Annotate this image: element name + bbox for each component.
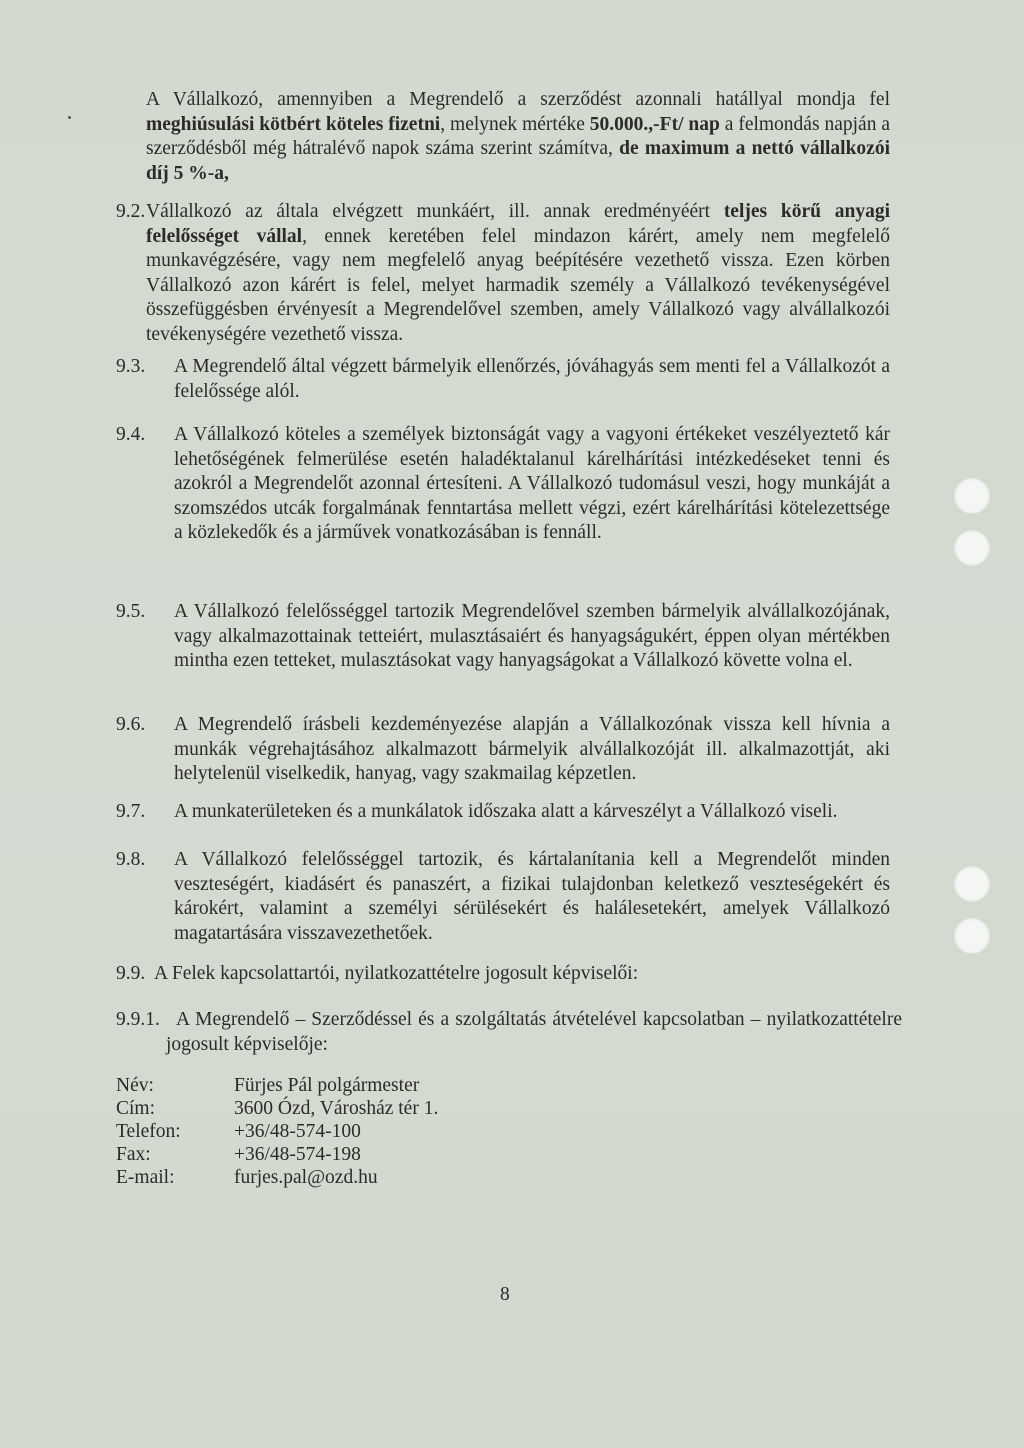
section-number-9-9-1: 9.9.1. [116,1009,160,1030]
section-9-8: A Vállalkozó felelősséggel tartozik, és kártalanítania kell a Megrendelőt minden veszteségért, kiadásért és panaszért, a fizikai tulajdonban keletkező veszteségekért és károkért, valamint a személyi sérülésekért és halálesetekért, amelyek Vállalkozó magatartására visszavezethetőek. [174,849,890,944]
name-value: Fürjes Pál polgármester [234,1075,420,1096]
address-label: Cím: [116,1098,156,1119]
section-number-9-5: 9.5. [116,601,146,622]
section-9-9-1: A Megrendelő – Szerződéssel és a szolgáltatás átvételével kapcsolatban – nyilatkozattételre jogosult képviselője: [166,1009,902,1055]
contact-name-row [116,1074,438,1097]
email-value: furjes.pal@ozd.hu [234,1167,378,1188]
section-number-9-4: 9.4. [116,424,146,445]
section-9-5: A Vállalkozó felelősséggel tartozik Megrendelővel szemben bármelyik alvállalkozójának, vagy alkalmazottainak tetteiért, mulasztásaiért és hanyagságukért, éppen olyan mértékben mintha ezen tetteket, mulasztásokat vagy hanyagságokat a Vállalkozó követte volna el. [174,601,890,671]
page-number: 8 [500,1284,510,1305]
intro-paragraph [146,88,890,186]
section-number-9-7: 9.7. [116,801,146,822]
contact-fax-row [116,1143,438,1166]
margin-mark [68,116,71,119]
section-number-9-3: 9.3. [116,356,146,377]
punch-hole-2 [954,530,990,566]
intro-bold-1: meghiúsulási kötbért köteles fizetni [146,113,441,135]
intro-text-1: A Vállalkozó, amennyiben a Megrendelő a szerződést azonnali hatállyal mondja fel [146,89,890,110]
contact-phone-row [116,1120,438,1143]
intro-bold-2: 50.000.,-Ft/ nap [589,113,720,135]
s92-text-2: , ennek keretében felel mindazon kárért, amely nem megfelelő munkavégzésére, vagy nem megfelelő anyag beépítésére vezethető vissza. Ezen körben Vállalkozó azon kárért is felel, melyet harmadik személy a Vállalkozó tevékenységével összefüggésben érvényesít a Megrendelővel szemben, amely Vállalkozó vagy alvállalkozói tevékenységére vezethető vissza. [146,225,891,345]
email-label: E-mail: [116,1167,175,1188]
s92-bold: teljes körű anyagi felelősséget vállal [146,201,890,247]
name-label: Név: [116,1075,154,1096]
section-number-9-9: 9.9. [116,963,146,984]
section-number-9-8: 9.8. [116,849,146,870]
s92-text-1: Vállalkozó az általa elvégzett munkáért, ill. annak eredményéért [146,201,724,222]
punch-hole-1 [954,478,990,514]
punch-hole-4 [954,918,990,954]
contact-block [116,1074,438,1189]
section-9-3: A Megrendelő által végzett bármelyik ellenőrzés, jóváhagyás sem menti fel a Vállalkozót a felelőssége alól. [174,356,890,402]
punch-hole-3 [954,866,990,902]
phone-value: +36/48-574-100 [234,1121,361,1142]
address-value: 3600 Ózd, Városház tér 1. [234,1098,439,1119]
contact-address-row [116,1097,438,1120]
intro-bold-3: de maximum a nettó vállalkozói díj 5 %-a, [146,138,890,184]
section-9-2 [146,200,890,347]
intro-text-2: , melynek mértéke [440,113,590,135]
intro-text-3: a felmondás napján a szerződésből még hátralévő napok száma szerint számítva, [146,113,891,159]
section-number-9-2: 9.2. [116,201,146,222]
section-number-9-6: 9.6. [116,714,146,735]
fax-label: Fax: [116,1144,151,1165]
section-9-7: A munkaterületeken és a munkálatok időszaka alatt a kárveszélyt a Vállalkozó viseli. [174,801,838,822]
section-9-4: A Vállalkozó köteles a személyek biztonságát vagy a vagyoni értékeket veszélyeztető kár lehetőségének felmerülése esetén haladéktalanul kárelhárítási intézkedéseket tenni és azokról a Megrendelőt azonnal értesíteni. A Vállalkozó tudomásul veszi, hogy munkáját a szomszédos utcák forgalmának fenntartása mellett végzi, ezért kárelhárítási kötelezettsége a közlekedők és a járművek vonatkozásában is fennáll. [174,424,890,543]
section-9-9: A Felek kapcsolattartói, nyilatkozattételre jogosult képviselői: [154,963,639,984]
section-9-6: A Megrendelő írásbeli kezdeményezése alapján a Vállalkozónak vissza kell hívnia a munkák végrehajtásához alkalmazott bármelyik alvállalkozóját ill. alkalmazottját, aki helytelenül viselkedik, hanyag, vagy szakmailag képzetlen. [174,714,890,784]
phone-label: Telefon: [116,1121,181,1142]
contact-email-row [116,1166,438,1189]
fax-value: +36/48-574-198 [234,1144,361,1165]
